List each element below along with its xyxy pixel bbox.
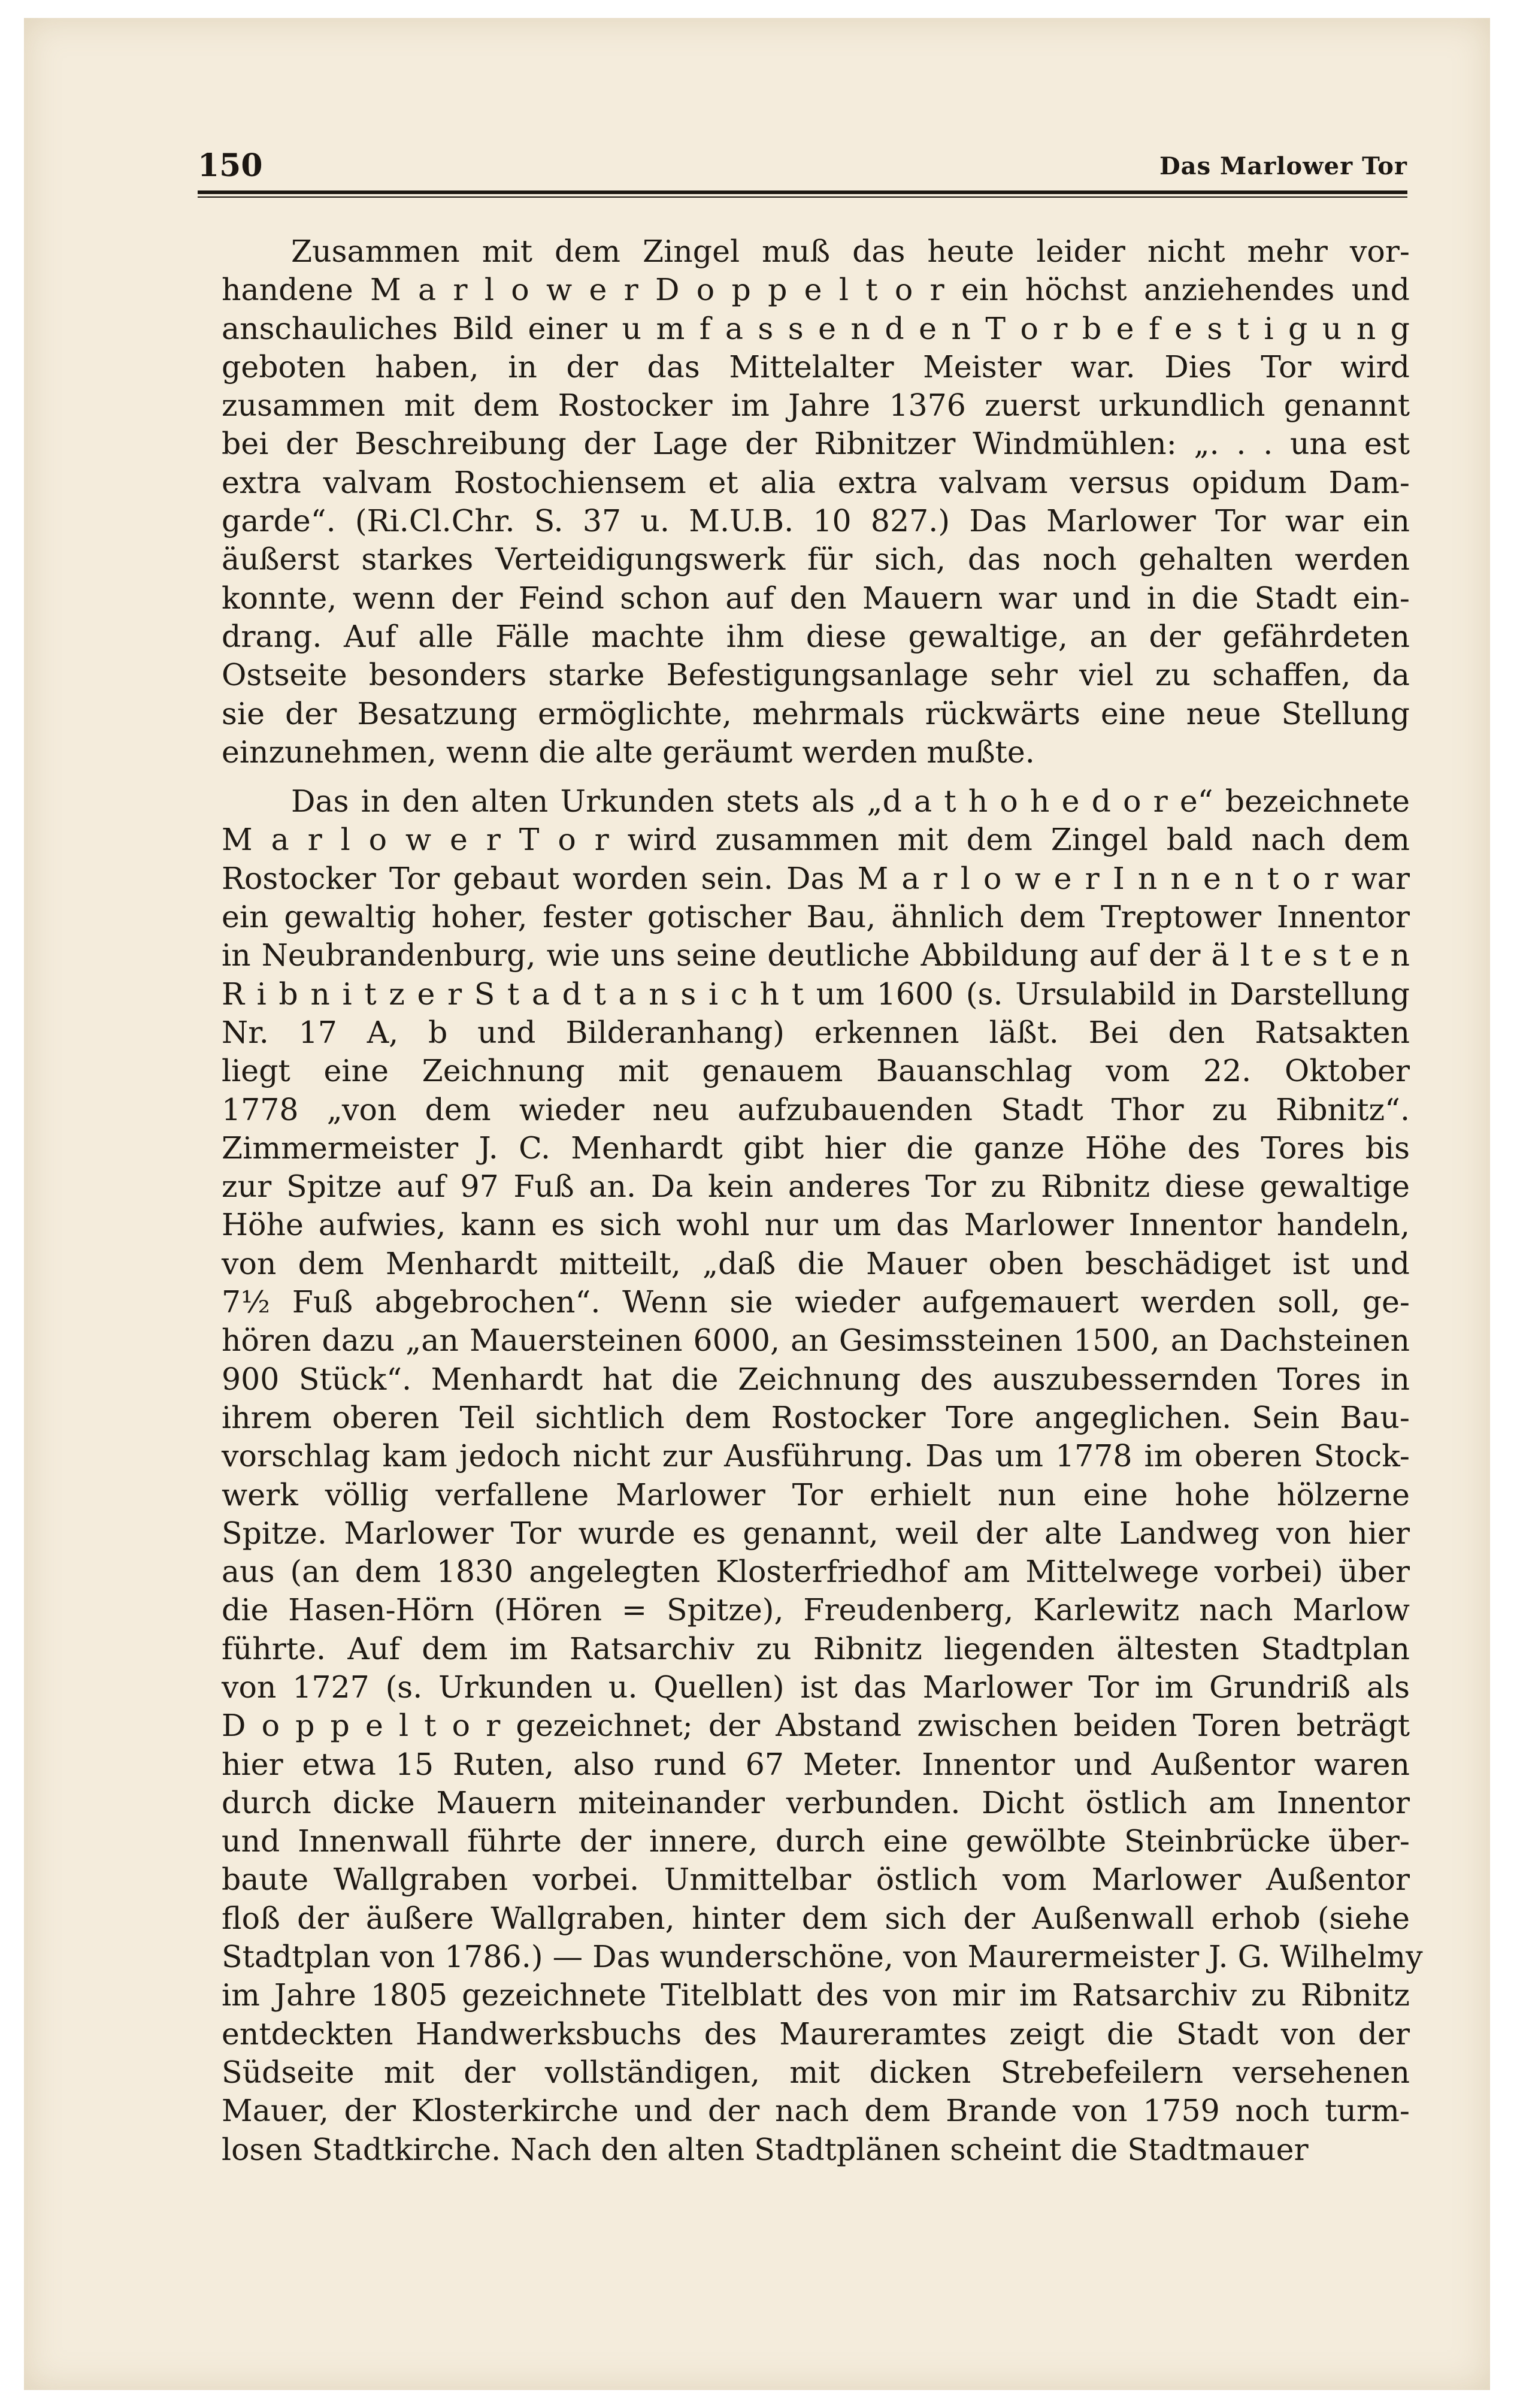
page-header xyxy=(198,143,1407,190)
text-line: zusammen mit dem Rostocker im Jahre 1376 zuerst urkundlich genannt xyxy=(222,388,1410,423)
text-line: losen Stadtkirche. Nach den alten Stadtplänen scheint die Stadtmauer xyxy=(222,2131,1309,2167)
text-line: die Hasen-Hörn (Hören = Spitze), Freudenberg, Karlewitz nach Marlow xyxy=(222,1592,1410,1628)
running-head: Das Marlower Tor xyxy=(1159,152,1407,180)
paragraph-gap xyxy=(222,772,1410,782)
text-line: im Jahre 1805 gezeichnete Titelblatt des von mir im Ratsarchiv zu Ribnitz xyxy=(222,1977,1410,2013)
text-line: baute Wallgraben vorbei. Unmittelbar östlich vom Marlower Außentor xyxy=(222,1862,1410,1898)
text-line: aus (an dem 1830 angelegten Klosterfriedhof am Mittelwege vorbei) über xyxy=(222,1554,1410,1590)
text-line: garde“. (Ri.Cl.Chr. S. 37 u. M.U.B. 10 827.) Das Marlower Tor war ein xyxy=(222,503,1410,539)
text-line: konnte, wenn der Feind schon auf den Mauern war und in die Stadt ein- xyxy=(222,580,1410,616)
text-line: Südseite mit der vollständigen, mit dicken Strebefeilern versehenen xyxy=(222,2054,1410,2090)
header-rule xyxy=(198,190,1407,194)
header-rule-thin xyxy=(198,196,1407,198)
text-line: durch dicke Mauern miteinander verbunden. Dicht östlich am Innentor xyxy=(222,1784,1410,1820)
text-line: 1778 „von dem wieder neu aufzubauenden Stadt Thor zu Ribnitz“. xyxy=(222,1091,1410,1127)
text-line: Ostseite besonders starke Befestigungsanlage sehr viel zu schaffen, da xyxy=(222,657,1410,693)
text-line: Nr. 17 A, b und Bilderanhang) erkennen läßt. Bei den Ratsakten xyxy=(222,1014,1410,1050)
text-line: ihrem oberen Teil sichtlich dem Rostocker Tore angeglichen. Sein Bau- xyxy=(222,1399,1410,1435)
text-line: Zusammen mit dem Zingel muß das heute leider nicht mehr vor- xyxy=(291,234,1410,269)
text-line: und Innenwall führte der innere, durch eine gewölbte Steinbrücke über- xyxy=(222,1823,1410,1859)
text-line: hier etwa 15 Ruten, also rund 67 Meter. Innentor und Außentor waren xyxy=(222,1746,1410,1782)
text-line: R i b n i t z e r S t a d t a n s i c h t um 1600 (s. Ursulabild in Darstellung xyxy=(222,976,1410,1012)
paragraph xyxy=(222,232,1410,772)
text-line: bei der Beschreibung der Lage der Ribnitzer Windmühlen: „. . . una est xyxy=(222,426,1410,462)
text-line: Spitze. Marlower Tor wurde es genannt, weil der alte Landweg von hier xyxy=(222,1515,1410,1551)
text-line: äußerst starkes Verteidigungswerk für sich, das noch gehalten werden xyxy=(222,542,1410,577)
text-line: sie der Besatzung ermöglichte, mehrmals rückwärts eine neue Stellung xyxy=(222,695,1410,731)
text-line: extra valvam Rostochiensem et alia extra valvam versus opidum Dam- xyxy=(222,464,1410,500)
text-line: hören dazu „an Mauersteinen 6000, an Gesimssteinen 1500, an Dachsteinen xyxy=(222,1323,1410,1359)
page-number: 150 xyxy=(198,147,263,184)
text-line: von dem Menhardt mitteilt, „daß die Mauer oben beschädiget ist und xyxy=(222,1245,1410,1281)
text-line: D o p p e l t o r gezeichnet; der Abstand zwischen beiden Toren beträgt xyxy=(222,1708,1410,1744)
text-line: handene M a r l o w e r D o p p e l t o r ein höchst anziehendes und xyxy=(222,272,1410,308)
text-line: Stadtplan von 1786.) — Das wunderschöne, von Maurermeister J. G. Wilhelmy xyxy=(222,1939,1423,1975)
text-line: drang. Auf alle Fälle machte ihm diese gewaltige, an der gefährdeten xyxy=(222,618,1410,654)
text-line: Höhe aufwies, kann es sich wohl nur um das Marlower Innentor handeln, xyxy=(222,1207,1410,1243)
text-line: liegt eine Zeichnung mit genauem Bauanschlag vom 22. Oktober xyxy=(222,1053,1410,1089)
text-line: entdeckten Handwerksbuchs des Maureramtes zeigt die Stadt von der xyxy=(222,2016,1410,2052)
text-line: 900 Stück“. Menhardt hat die Zeichnung des auszubessernden Tores in xyxy=(222,1361,1410,1397)
text-line: anschauliches Bild einer u m f a s s e n d e n T o r b e f e s t i g u n g xyxy=(222,310,1410,346)
text-line: geboten haben, in der das Mittelalter Meister war. Dies Tor wird xyxy=(222,349,1410,385)
text-line: Mauer, der Klosterkirche und der nach dem Brande von 1759 noch turm- xyxy=(222,2093,1410,2129)
text-line: Rostocker Tor gebaut worden sein. Das M a r l o w e r I n n e n t o r war xyxy=(222,860,1410,896)
text-line: floß der äußere Wallgraben, hinter dem sich der Außenwall erhob (siehe xyxy=(222,1900,1410,1936)
text-line: in Neubrandenburg, wie uns seine deutliche Abbildung auf der ä l t e s t e n xyxy=(222,937,1410,973)
text-line: von 1727 (s. Urkunden u. Quellen) ist das Marlower Tor im Grundriß als xyxy=(222,1669,1410,1705)
text-line: ein gewaltig hoher, fester gotischer Bau, ähnlich dem Treptower Innentor xyxy=(222,899,1410,935)
text-line: führte. Auf dem im Ratsarchiv zu Ribnitz liegenden ältesten Stadtplan xyxy=(222,1630,1410,1666)
body-text xyxy=(222,232,1423,2169)
text-line: Zimmermeister J. C. Menhardt gibt hier die ganze Höhe des Tores bis xyxy=(222,1130,1410,1166)
text-line: vorschlag kam jedoch nicht zur Ausführung. Das um 1778 im oberen Stock- xyxy=(222,1438,1410,1474)
text-line: 7½ Fuß abgebrochen“. Wenn sie wieder aufgemauert werden soll, ge- xyxy=(222,1284,1410,1320)
text-line: werk völlig verfallene Marlower Tor erhielt nun eine hohe hölzerne xyxy=(222,1477,1410,1512)
paragraph xyxy=(222,782,1423,2169)
text-line: Das in den alten Urkunden stets als „d a t h o h e d o r e“ bezeichnete xyxy=(291,783,1410,819)
text-line: M a r l o w e r T o r wird zusammen mit dem Zingel bald nach dem xyxy=(222,822,1410,858)
text-line: zur Spitze auf 97 Fuß an. Da kein anderes Tor zu Ribnitz diese gewaltige xyxy=(222,1169,1410,1205)
text-line: einzunehmen, wenn die alte geräumt werden mußte. xyxy=(222,734,1035,770)
